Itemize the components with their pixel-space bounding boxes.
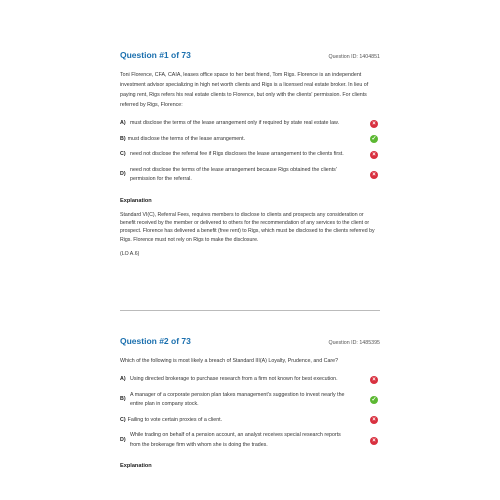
incorrect-icon: × (370, 151, 378, 159)
correct-icon: ✓ (371, 397, 377, 403)
answer-c[interactable] (120, 413, 380, 429)
answer-text: must disclose the terms of the lease arrangement only if required by state real estate law. (130, 120, 340, 126)
answer-letter: A) (120, 376, 126, 382)
question-id: Question ID: 1404851 (328, 54, 380, 60)
answer-list (120, 372, 380, 453)
answer-text: must disclose the terms of the lease arrangement. (127, 135, 246, 142)
question-divider (120, 310, 380, 311)
answer-letter: B) (120, 135, 126, 142)
answer-a[interactable] (120, 372, 380, 388)
answer-text: A manager of a corporate pension plan takes management's suggestion to invest nearly the entire plan in company stock. (130, 391, 345, 407)
explanation-text: Standard VI(C), Referral Fees, requires members to disclose to clients and prospects any consideration or benefit received by the member or delivered to others for the recommendation of any services to the client or prospect. Florence has delivered a benefit (free rent) to Rigs, which must be disclosed to the clients referred by Rigs. Florence must not rely on Rigs to make the disclosure. (120, 211, 375, 243)
answer-text: While trading on behalf of a pension account, an analyst receives special research reports from the brokerage firm with whom she is doing the trades. (130, 432, 341, 448)
answer-letter: D) (120, 436, 126, 443)
answer-letter: C) (120, 151, 126, 157)
explanation-title: Explanation (120, 463, 152, 469)
question-stem: Toni Florence, CFA, CAIA, leases office space to her best friend, Tom Rigs. Florence is an independent investment advisor specializing in high net worth clients and Rigs is a licensed real estate broker. In lieu of paying rent, Rigs refers his real estate clients to Florence, but only with the clients' permission. For clients referred by Rigs, Florence: (120, 72, 369, 108)
question-1 (120, 50, 380, 257)
answer-b[interactable] (120, 132, 380, 148)
question-2 (120, 336, 380, 469)
answer-text: Failing to vote certain proxies of a client. (127, 416, 223, 423)
question-id: Question ID: 1485395 (328, 340, 380, 346)
answer-d[interactable] (120, 163, 380, 188)
answer-b[interactable] (120, 388, 380, 413)
learning-outcome: (LO A.6) (120, 251, 140, 258)
answer-text: Using directed brokerage to purchase research from a firm not known for best execution. (130, 376, 338, 382)
answer-c[interactable] (120, 147, 380, 163)
answer-a[interactable] (120, 116, 380, 132)
answer-letter: A) (120, 120, 126, 126)
answer-list (120, 116, 380, 188)
answer-letter: B) (120, 396, 126, 403)
incorrect-icon: × (370, 120, 378, 128)
correct-icon: ✓ (371, 136, 377, 143)
explanation-title: Explanation (120, 197, 152, 204)
question-header (120, 50, 380, 60)
incorrect-icon: × (370, 416, 378, 424)
answer-text: need not disclose the terms of the lease arrangement because Rigs obtained the clients' permission for the referral. (130, 166, 337, 182)
question-number: Question #2 of 73 (120, 336, 191, 346)
answer-d[interactable] (120, 428, 380, 453)
question-stem: Which of the following is most likely a breach of Standard III(A) Loyalty, Prudence, and Care? (120, 358, 339, 364)
answer-text: need not disclose the referral fee if Rigs discloses the lease arrangement to the clients first. (130, 151, 344, 157)
incorrect-icon: × (370, 437, 378, 445)
incorrect-icon: × (370, 376, 378, 384)
question-header (120, 336, 380, 346)
answer-letter: C) (120, 416, 126, 423)
answer-letter: D) (120, 171, 126, 178)
incorrect-icon: × (370, 171, 378, 179)
question-number: Question #1 of 73 (120, 50, 191, 60)
